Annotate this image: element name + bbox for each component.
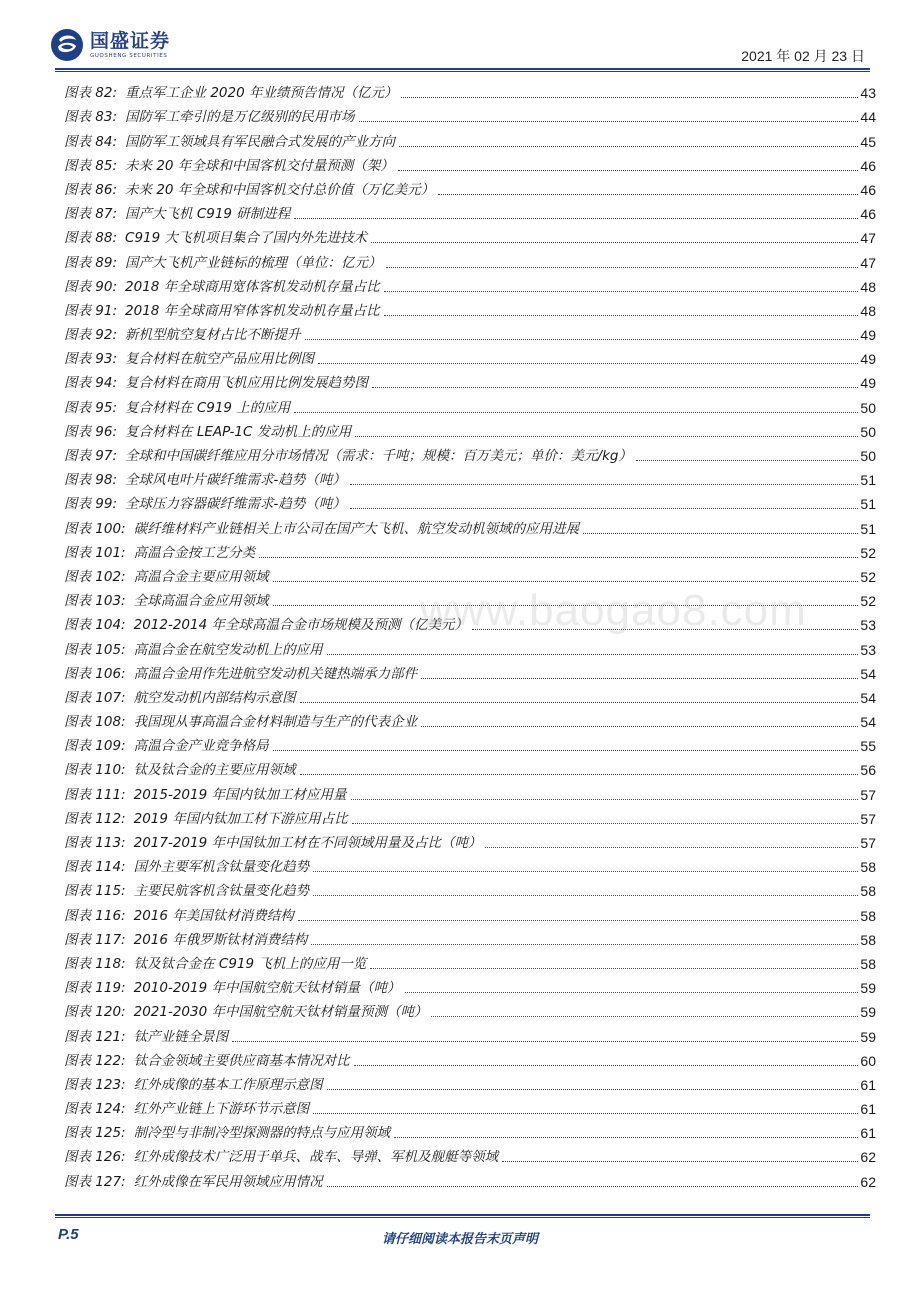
toc-entry-label: 图表 87: (64, 206, 118, 223)
toc-entry[interactable] (64, 199, 876, 223)
toc-dot-leader (294, 412, 858, 413)
toc-entry-label: 图表 105: (64, 641, 126, 658)
toc-entry-title: 红外成像在军民用领域应用情况 (133, 1173, 323, 1190)
toc-dot-leader (305, 339, 859, 340)
toc-entry-label: 图表 125: (64, 1125, 126, 1142)
toc-entry-title: 国防军工牵引的是万亿级别的民用市场 (125, 109, 355, 126)
toc-entry-page: 51 (860, 520, 876, 537)
toc-entry-label: 图表 89: (64, 254, 118, 271)
toc-entry[interactable] (64, 538, 876, 562)
toc-entry-page: 44 (860, 109, 876, 126)
toc-entry-page: 56 (860, 762, 876, 779)
toc-entry-title: 全球风电叶片碳纤维需求-趋势（吨） (125, 472, 346, 489)
toc-entry-page: 57 (860, 786, 876, 803)
footer-divider-thin (55, 1217, 870, 1218)
toc-entry-label: 图表 123: (64, 1076, 126, 1093)
toc-entry-title: 我国现从事高温合金材料制造与生产的代表企业 (133, 714, 418, 731)
toc-entry-title: 主要民航客机含钛量变化趋势 (133, 883, 310, 900)
toc-entry-title: 国产大飞机 C919 研制进程 (125, 206, 291, 223)
toc-dot-leader (313, 1113, 858, 1114)
toc-entry[interactable] (64, 1021, 876, 1045)
toc-entry[interactable] (64, 1070, 876, 1094)
toc-entry-label: 图表 92: (64, 327, 118, 344)
toc-dot-leader (384, 291, 859, 292)
toc-entry-title: C919 大飞机项目集合了国内外先进技术 (125, 230, 368, 247)
toc-dot-leader (351, 799, 859, 800)
toc-entry-label: 图表 100: (64, 520, 126, 537)
toc-dot-leader (438, 194, 858, 195)
toc-entry-label: 图表 109: (64, 738, 126, 755)
toc-dot-leader (401, 97, 858, 98)
toc-entry-title: 2010-2019 年中国航空航天钛材销量（吨） (133, 980, 401, 997)
toc-entry-title: 航空发动机内部结构示意图 (133, 689, 296, 706)
toc-dot-leader (472, 629, 858, 630)
toc-entry-page: 58 (860, 931, 876, 948)
toc-entry-label: 图表 119: (64, 980, 126, 997)
toc-entry-label: 图表 115: (64, 883, 126, 900)
toc-dot-leader (273, 605, 859, 606)
toc-entry[interactable] (64, 586, 876, 610)
toc-entry-title: 全球高温合金应用领域 (133, 593, 269, 610)
toc-entry-title: 全球和中国碳纤维应用分市场情况（需求：千吨；规模：百万美元；单价：美元/kg） (125, 448, 632, 464)
toc-entry-page: 52 (860, 544, 876, 561)
header-divider (55, 68, 870, 70)
toc-entry-page: 58 (860, 883, 876, 900)
toc-entry[interactable] (64, 296, 876, 320)
toc-entry-title: 2017-2019 年中国钛加工材在不同领域用量及占比（吨） (133, 835, 482, 851)
toc-entry-title: 国外主要军机含钛量变化趋势 (133, 859, 310, 876)
toc-entry-page: 45 (860, 133, 876, 150)
page-header (0, 0, 920, 70)
toc-entry-label: 图表 82: (64, 85, 118, 102)
toc-entry-label: 图表 110: (64, 762, 126, 779)
toc-entry-label: 图表 103: (64, 593, 126, 610)
toc-entry-title: 钛产业链全景图 (133, 1028, 229, 1045)
watermark: www.baogao8.com (420, 586, 807, 635)
toc-entry[interactable] (64, 1142, 876, 1166)
brand-logo-icon (50, 28, 84, 62)
toc-entry-label: 图表 97: (64, 448, 118, 464)
toc-dot-leader (370, 968, 858, 969)
toc-dot-leader (350, 508, 859, 509)
toc-entry[interactable] (64, 731, 876, 755)
toc-dot-leader (313, 895, 858, 896)
toc-entry-title: 2012-2014 年全球高温合金市场规模及预测（亿美元） (133, 617, 468, 634)
toc-dot-leader (273, 581, 859, 582)
toc-dot-leader (431, 1016, 858, 1017)
toc-dot-leader (327, 1089, 859, 1090)
toc-entry[interactable] (64, 610, 876, 634)
toc-entry-page: 46 (860, 206, 876, 223)
toc-entry-page: 62 (860, 1173, 876, 1190)
toc-dot-leader (294, 218, 858, 219)
toc-entry-label: 图表 122: (64, 1052, 126, 1069)
toc-entry[interactable] (64, 779, 876, 803)
toc-entry-label: 图表 86: (64, 181, 118, 198)
toc-entry-label: 图表 121: (64, 1028, 126, 1045)
toc-entry-title: 钛及钛合金的主要应用领域 (133, 762, 296, 779)
toc-entry[interactable] (64, 368, 876, 392)
toc-entry-label: 图表 95: (64, 399, 118, 416)
toc-dot-leader (384, 315, 859, 316)
toc-entry-page: 59 (860, 1004, 876, 1021)
toc-entry-page: 47 (860, 230, 876, 247)
toc-entry-page: 49 (860, 327, 876, 344)
toc-entry-title: 复合材料在 C919 上的应用 (125, 399, 291, 416)
toc-entry[interactable] (64, 151, 876, 175)
toc-entry[interactable] (64, 804, 876, 828)
toc-entry-page: 51 (860, 496, 876, 513)
toc-entry-title: 未来 20 年全球和中国客机交付量预测（架） (125, 157, 394, 174)
toc-entry-label: 图表 94: (64, 375, 118, 392)
toc-entry-label: 图表 96: (64, 423, 118, 440)
toc-entry-title: 高温合金用作先进航空发动机关键热端承力部件 (133, 665, 418, 682)
toc-dot-leader (350, 484, 859, 485)
toc-dot-leader (232, 1041, 858, 1042)
toc-entry[interactable] (64, 949, 876, 973)
toc-entry[interactable] (64, 755, 876, 779)
toc-entry-page: 49 (860, 351, 876, 368)
toc-entry[interactable] (64, 272, 876, 296)
toc-dot-leader (636, 460, 858, 461)
toc-entry-title: 2019 年国内钛加工材下游应用占比 (133, 810, 348, 827)
toc-dot-leader (355, 436, 858, 437)
toc-entry[interactable] (64, 223, 876, 247)
toc-entry-page: 57 (860, 810, 876, 827)
toc-entry[interactable] (64, 78, 876, 102)
brand-logo (50, 28, 170, 62)
toc-entry[interactable] (64, 1046, 876, 1070)
toc-entry-label: 图表 83: (64, 109, 118, 126)
table-of-figures (64, 78, 876, 1191)
toc-entry[interactable] (64, 247, 876, 271)
toc-entry-label: 图表 101: (64, 544, 126, 561)
toc-entry-page: 60 (860, 1052, 876, 1069)
toc-dot-leader (371, 242, 858, 243)
toc-entry-label: 图表 127: (64, 1173, 126, 1190)
toc-entry[interactable] (64, 102, 876, 126)
toc-entry-label: 图表 117: (64, 931, 126, 948)
toc-entry-label: 图表 112: (64, 810, 126, 827)
toc-entry-page: 59 (860, 1028, 876, 1045)
toc-entry-title: 红外成像的基本工作原理示意图 (133, 1076, 323, 1093)
toc-dot-leader (300, 774, 859, 775)
toc-dot-leader (327, 654, 859, 655)
toc-entry[interactable] (64, 441, 876, 465)
toc-entry[interactable] (64, 126, 876, 150)
toc-entry-page: 53 (860, 641, 876, 658)
toc-entry[interactable] (64, 659, 876, 683)
toc-dot-leader (421, 678, 858, 679)
toc-entry-page: 50 (860, 399, 876, 416)
toc-entry-title: 钛合金领域主要供应商基本情况对比 (133, 1052, 350, 1069)
toc-entry-page: 62 (860, 1149, 876, 1166)
toc-entry-page: 46 (860, 157, 876, 174)
toc-entry-label: 图表 124: (64, 1101, 126, 1118)
toc-entry[interactable] (64, 876, 876, 900)
toc-dot-leader (485, 847, 858, 848)
toc-entry[interactable] (64, 320, 876, 344)
toc-dot-leader (502, 1161, 858, 1162)
toc-dot-leader (273, 750, 859, 751)
toc-entry-title: 重点军工企业 2020 年业绩预告情况（亿元） (125, 85, 398, 102)
toc-entry-page: 49 (860, 375, 876, 392)
toc-entry-title: 国产大飞机产业链标的梳理（单位：亿元） (125, 254, 382, 271)
toc-entry[interactable] (64, 997, 876, 1021)
toc-entry[interactable] (64, 1094, 876, 1118)
toc-entry-page: 58 (860, 955, 876, 972)
toc-entry[interactable] (64, 417, 876, 441)
toc-entry-page: 51 (860, 472, 876, 489)
brand-name-en: GUOSHENG SECURITIES (90, 53, 168, 59)
toc-entry-label: 图表 120: (64, 1004, 126, 1021)
report-date: 2021 年 02 月 23 日 (741, 48, 865, 64)
toc-entry[interactable] (64, 513, 876, 537)
toc-entry-label: 图表 107: (64, 689, 126, 706)
toc-entry-page: 52 (860, 568, 876, 585)
toc-entry-page: 57 (860, 835, 876, 851)
toc-entry[interactable] (64, 925, 876, 949)
toc-entry-title: 2021-2030 年中国航空航天钛材销量预测（吨） (133, 1004, 428, 1021)
toc-entry-page: 50 (860, 448, 876, 464)
toc-dot-leader (405, 992, 859, 993)
toc-dot-leader (311, 944, 858, 945)
toc-entry-label: 图表 116: (64, 907, 126, 924)
toc-entry-label: 图表 108: (64, 714, 126, 731)
toc-dot-leader (318, 363, 858, 364)
toc-dot-leader (352, 823, 859, 824)
toc-dot-leader (399, 146, 858, 147)
toc-entry[interactable] (64, 634, 876, 658)
toc-entry[interactable] (64, 707, 876, 731)
toc-entry[interactable] (64, 900, 876, 924)
toc-entry-page: 50 (860, 423, 876, 440)
toc-entry-title: 高温合金在航空发动机上的应用 (133, 641, 323, 658)
toc-entry-title: 红外产业链上下游环节示意图 (133, 1101, 310, 1118)
toc-entry-page: 48 (860, 278, 876, 295)
toc-entry-title: 全球压力容器碳纤维需求-趋势（吨） (125, 496, 346, 513)
toc-dot-leader (398, 170, 859, 171)
toc-entry[interactable] (64, 562, 876, 586)
toc-entry-label: 图表 98: (64, 472, 118, 489)
toc-entry[interactable] (64, 683, 876, 707)
toc-entry-title: 钛及钛合金在 C919 飞机上的应用一览 (133, 955, 367, 972)
toc-entry-title: 红外成像技术广泛用于单兵、战车、导弹、军机及舰艇等领域 (133, 1149, 499, 1166)
toc-entry-title: 复合材料在航空产品应用比例图 (125, 351, 315, 368)
brand-name-cn: 国盛证券 (90, 30, 171, 52)
toc-entry-label: 图表 114: (64, 859, 126, 876)
toc-entry-page: 43 (860, 85, 876, 102)
toc-entry-label: 图表 104: (64, 617, 126, 634)
toc-dot-leader (298, 920, 859, 921)
toc-entry-page: 61 (860, 1125, 876, 1142)
toc-entry-title: 复合材料在商用飞机应用比例发展趋势图 (125, 375, 369, 392)
toc-dot-leader (421, 726, 858, 727)
toc-entry[interactable] (64, 973, 876, 997)
toc-entry-label: 图表 102: (64, 568, 126, 585)
toc-entry[interactable] (64, 1166, 876, 1190)
toc-entry-page: 53 (860, 617, 876, 634)
toc-entry-label: 图表 88: (64, 230, 118, 247)
toc-entry-label: 图表 106: (64, 665, 126, 682)
toc-dot-leader (259, 557, 858, 558)
toc-entry-page: 52 (860, 593, 876, 610)
toc-entry-title: 2015-2019 年国内钛加工材应用量 (133, 786, 347, 803)
toc-entry-label: 图表 91: (64, 302, 118, 319)
toc-entry-label: 图表 111: (64, 786, 126, 803)
toc-entry-title: 复合材料在 LEAP-1C 发动机上的应用 (125, 423, 352, 440)
toc-entry-page: 58 (860, 907, 876, 924)
header-divider-thin (55, 71, 870, 72)
toc-dot-leader (300, 702, 859, 703)
toc-entry[interactable] (64, 1118, 876, 1142)
toc-dot-leader (327, 1186, 859, 1187)
toc-entry-title: 高温合金按工艺分类 (133, 544, 256, 561)
toc-entry-title: 未来 20 年全球和中国客机交付总价值（万亿美元） (125, 181, 435, 198)
toc-entry-title: 制冷型与非制冷型探测器的特点与应用领域 (133, 1125, 391, 1142)
toc-entry-page: 55 (860, 738, 876, 755)
toc-dot-leader (372, 387, 858, 388)
toc-entry-label: 图表 99: (64, 496, 118, 513)
footer-disclaimer: 请仔细阅读本报告末页声明 (381, 1232, 538, 1247)
toc-entry-title: 高温合金主要应用领域 (133, 568, 269, 585)
toc-entry-page: 54 (860, 714, 876, 731)
toc-entry-page: 48 (860, 302, 876, 319)
toc-dot-leader (583, 533, 858, 534)
toc-dot-leader (354, 1065, 859, 1066)
toc-entry-label: 图表 126: (64, 1149, 126, 1166)
toc-entry[interactable] (64, 852, 876, 876)
toc-dot-leader (313, 871, 858, 872)
toc-entry-label: 图表 90: (64, 278, 118, 295)
toc-entry-label: 图表 84: (64, 133, 118, 150)
toc-entry-title: 国防军工领域具有军民融合式发展的产业方向 (125, 133, 396, 150)
toc-entry-page: 54 (860, 665, 876, 682)
toc-entry-title: 2018 年全球商用宽体客机发动机存量占比 (125, 278, 380, 295)
toc-entry[interactable] (64, 828, 876, 852)
toc-entry-label: 图表 118: (64, 955, 126, 972)
toc-dot-leader (386, 267, 859, 268)
toc-entry[interactable] (64, 489, 876, 513)
toc-entry-page: 58 (860, 859, 876, 876)
toc-entry[interactable] (64, 392, 876, 416)
toc-entry-page: 47 (860, 254, 876, 271)
toc-entry-title: 新机型航空复材占比不断提升 (125, 327, 301, 344)
toc-entry-page: 61 (860, 1101, 876, 1118)
toc-entry-title: 2016 年美国钛材消费结构 (133, 907, 294, 924)
toc-entry[interactable] (64, 465, 876, 489)
toc-dot-leader (359, 121, 859, 122)
toc-entry[interactable] (64, 175, 876, 199)
toc-entry-page: 61 (860, 1076, 876, 1093)
toc-entry-label: 图表 93: (64, 351, 118, 368)
toc-entry-title: 高温合金产业竞争格局 (133, 738, 269, 755)
toc-entry-page: 46 (860, 181, 876, 198)
toc-entry-page: 54 (860, 689, 876, 706)
toc-entry[interactable] (64, 344, 876, 368)
toc-entry-title: 碳纤维材料产业链相关上市公司在国产大飞机、航空发动机领域的应用进展 (133, 520, 580, 537)
toc-entry-title: 2016 年俄罗斯钛材消费结构 (133, 931, 308, 948)
toc-dot-leader (394, 1137, 858, 1138)
toc-entry-title: 2018 年全球商用窄体客机发动机存量占比 (125, 302, 380, 319)
footer-divider (55, 1214, 870, 1216)
toc-entry-label: 图表 113: (64, 835, 126, 851)
toc-entry-label: 图表 85: (64, 157, 118, 174)
brand-text (90, 30, 170, 60)
page-number: P.5 (58, 1226, 79, 1243)
toc-entry-page: 59 (860, 980, 876, 997)
